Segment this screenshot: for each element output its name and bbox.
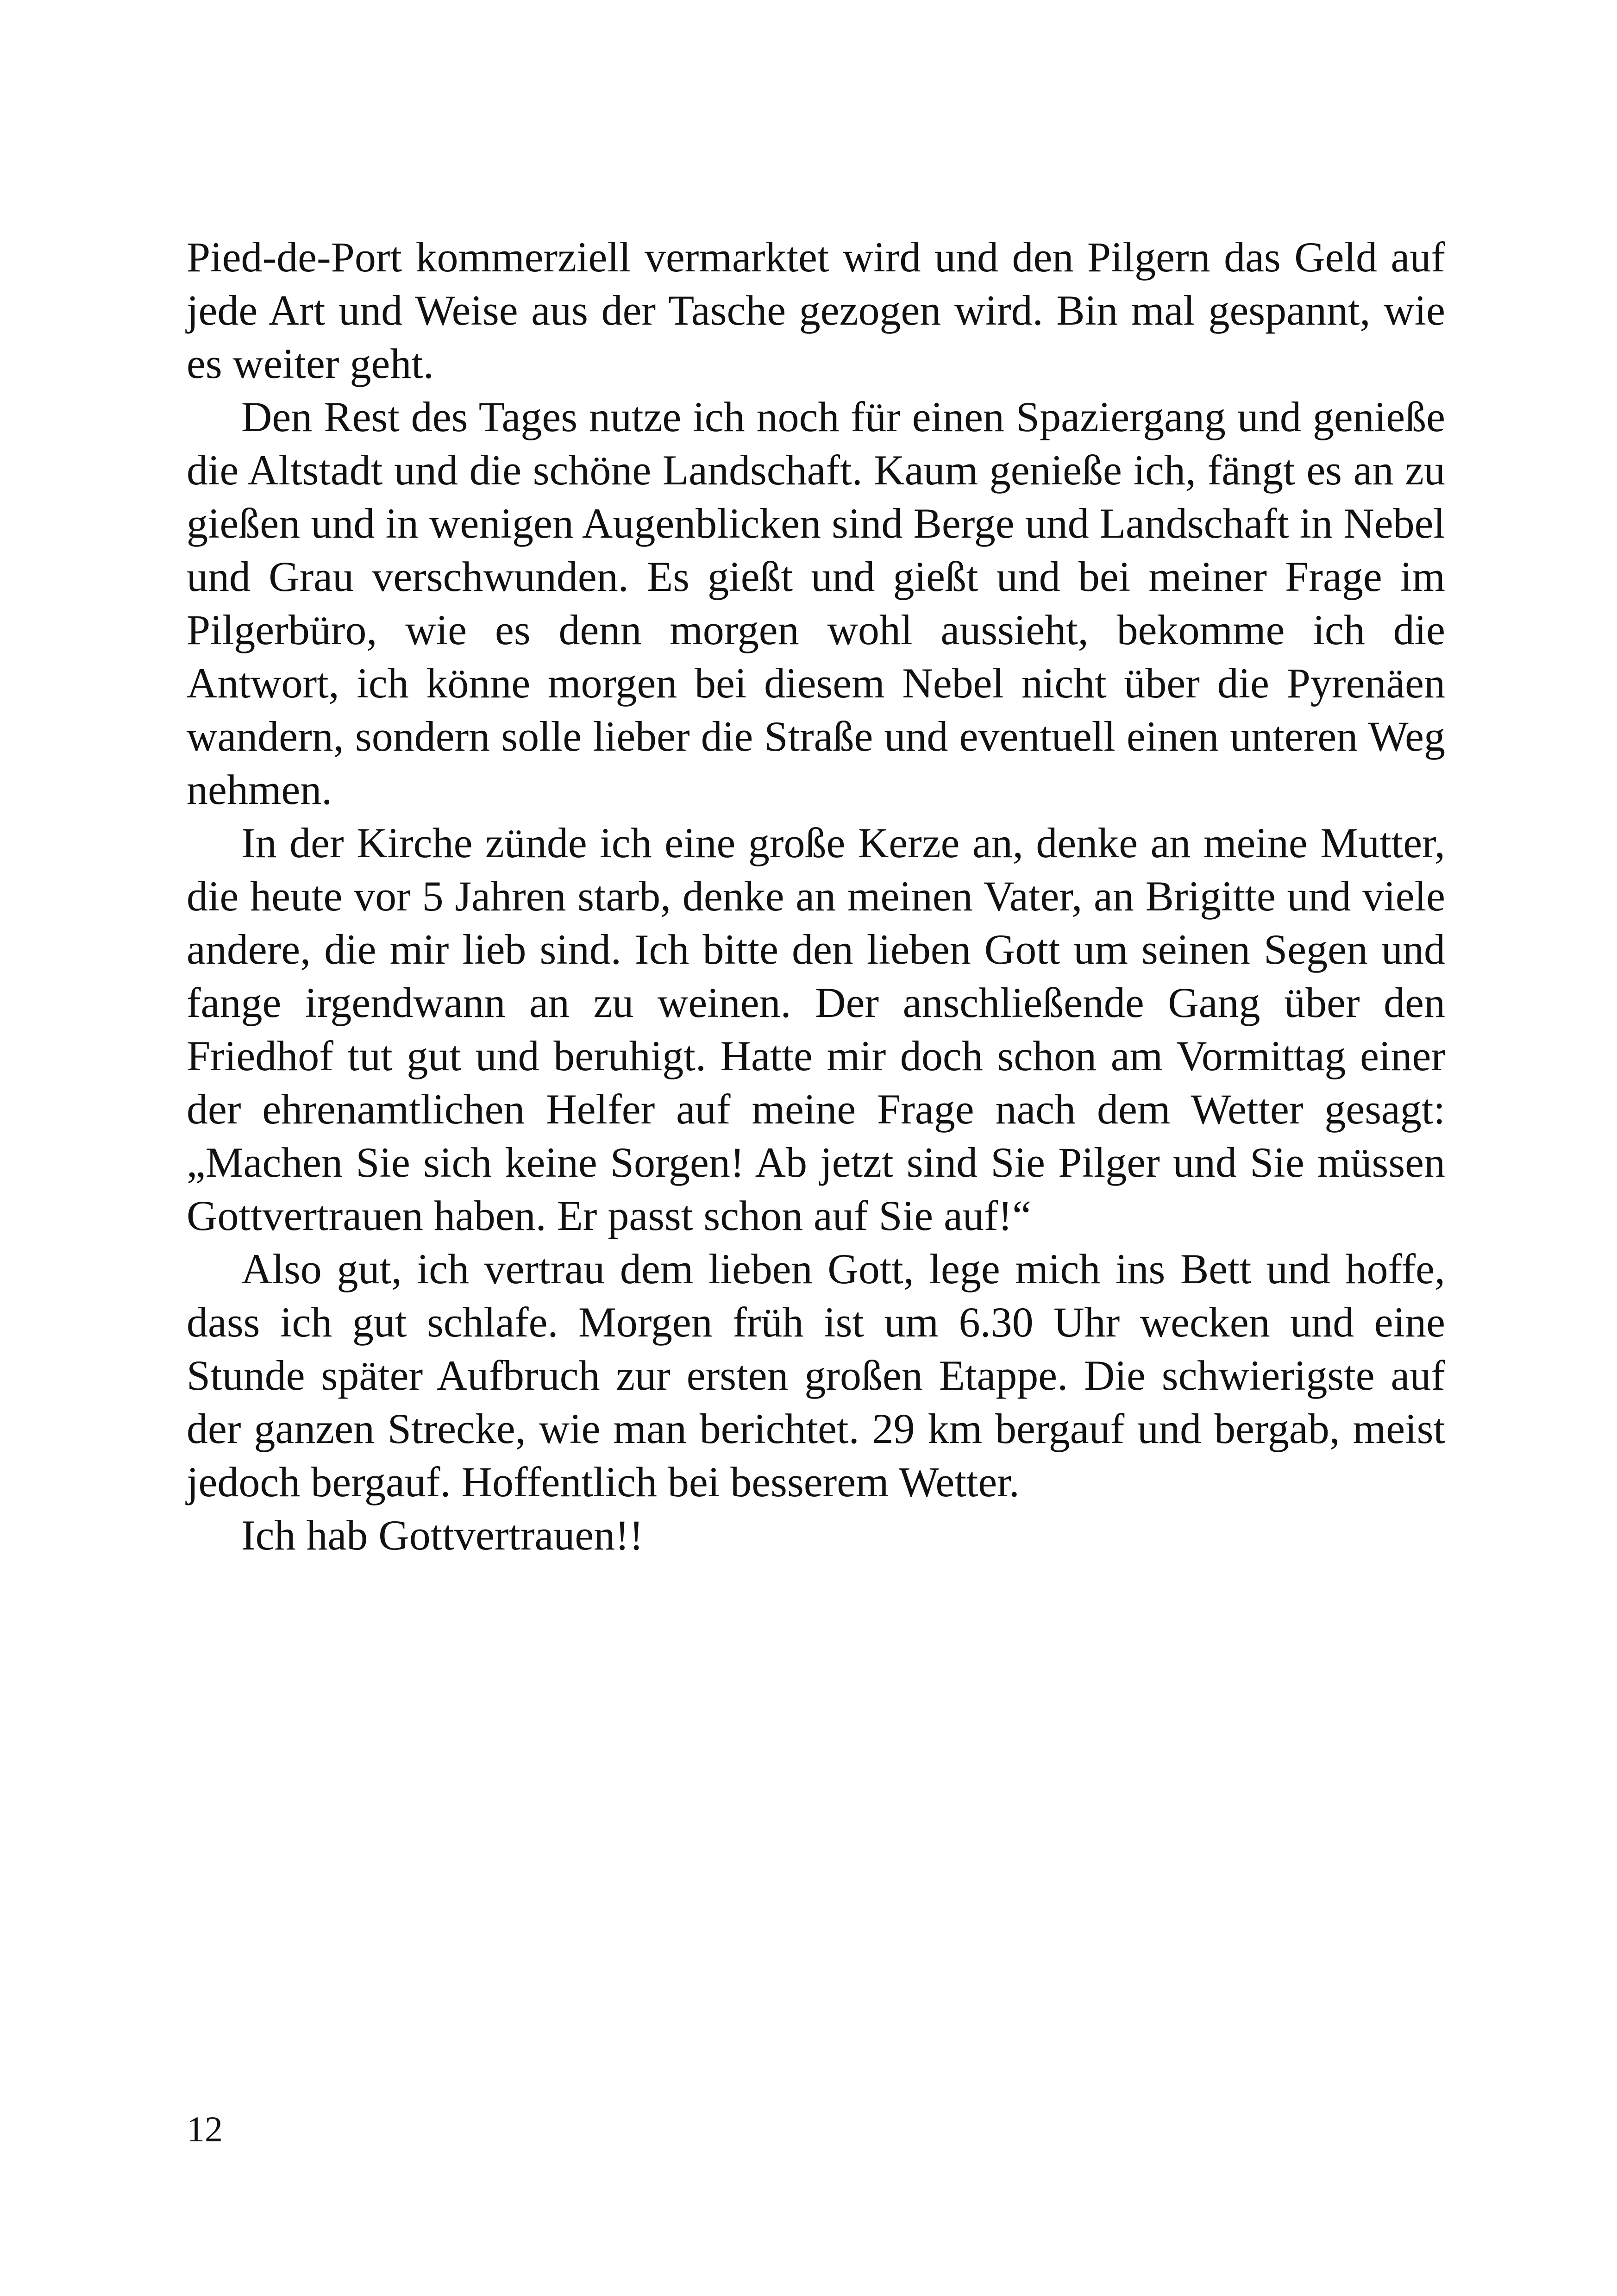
paragraph: In der Kirche zünde ich eine große Kerze an, denke an meine Mutter, die heute vor 5 Jahren starb, denke an meinen Vater, an Brigitte und viele andere, die mir lieb sind. Ich bitte den lieben Gott um seinen Segen und fange irgendwann an zu weinen. Der anschließende Gang über den Friedhof tut gut und beruhigt. Hatte mir doch schon am Vormittag einer der ehrenamtlichen Helfer auf meine Frage nach dem Wetter gesagt: „Machen Sie sich keine Sorgen! Ab jetzt sind Sie Pilger und Sie müssen Gottvertrauen haben. Er passt schon auf Sie auf!“ [187, 819, 1445, 1239]
page-number: 12 [187, 2109, 223, 2149]
body-text [187, 231, 1445, 1562]
paragraph: Pied-de-Port kommerziell vermarktet wird und den Pilgern das Geld auf jede Art und Weise aus der Tasche gezogen wird. Bin mal gespannt, wie es weiter geht. [187, 233, 1445, 387]
paragraph: Ich hab Gottvertrauen!! [241, 1512, 644, 1559]
paragraph: Also gut, ich vertrau dem lieben Gott, lege mich ins Bett und hoffe, dass ich gut schlafe. Morgen früh ist um 6.30 Uhr wecken und eine Stunde später Aufbruch zur ersten großen Etappe. Die schwierigste auf der ganzen Strecke, wie man berichtet. 29 km bergauf und bergab, meist jedoch bergauf. Hoffentlich bei besserem Wetter. [187, 1245, 1445, 1506]
paragraph: Den Rest des Tages nutze ich noch für einen Spaziergang und genieße die Altstadt und die schöne Landschaft. Kaum genieße ich, fängt es an zu gießen und in wenigen Augenblicken sind Berge und Landschaft in Nebel und Grau verschwunden. Es gießt und gießt und bei meiner Frage im Pilgerbüro, wie es denn morgen wohl aussieht, bekomme ich die Antwort, ich könne morgen bei diesem Nebel nicht über die Pyrenäen wandern, sondern solle lieber die Straße und eventuell einen unteren Weg nehmen. [187, 393, 1445, 813]
